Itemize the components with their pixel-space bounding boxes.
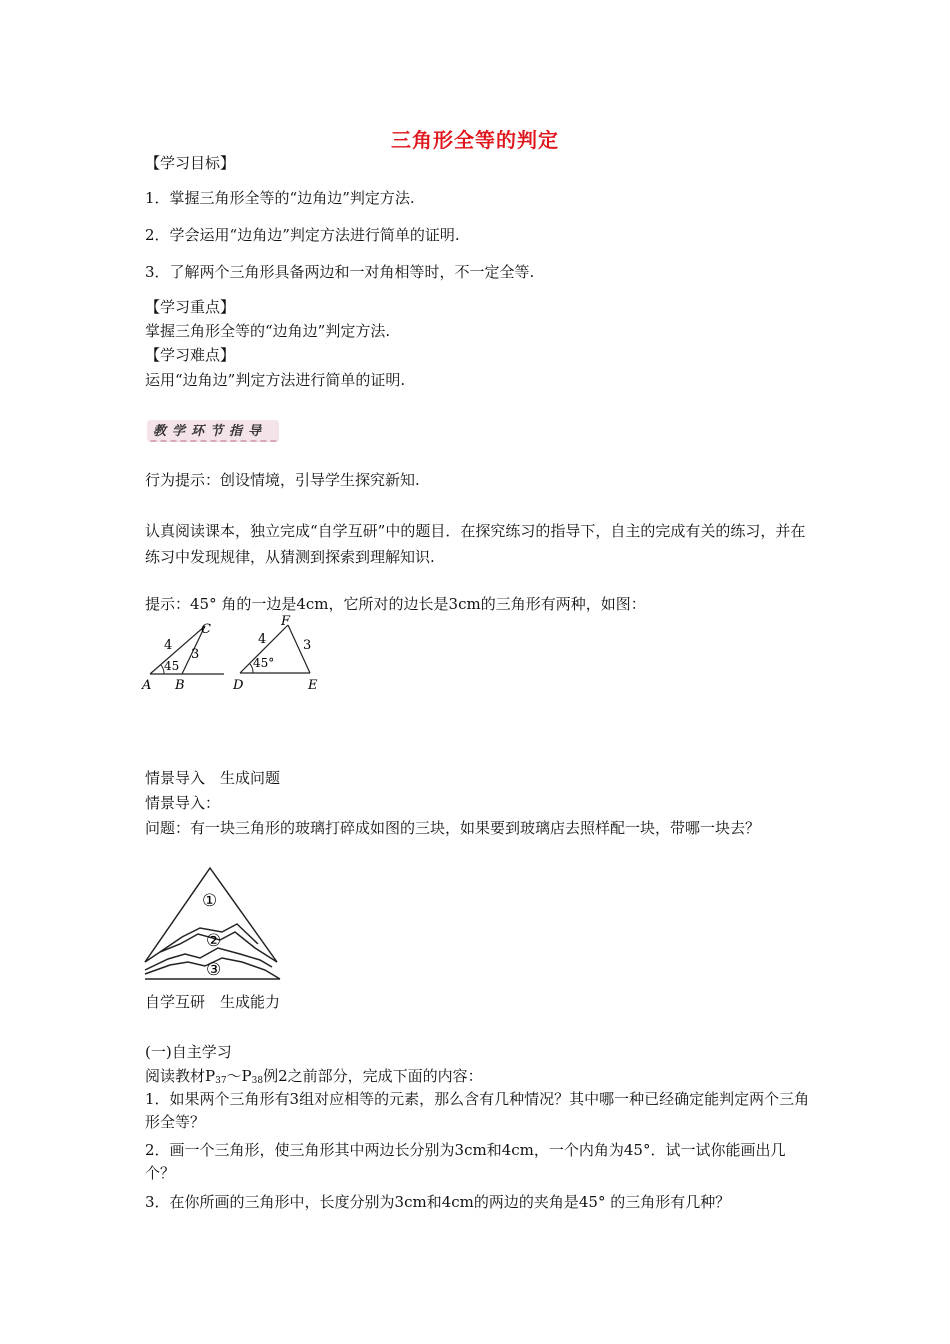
- section-title-self-study: 自学互研 生成能力: [145, 993, 281, 1011]
- question-item-1: 1．如果两个三角形有3组对应相等的元素，那么含有几种情况？其中哪一种已经确定能判定两个三角形全等？: [145, 1090, 810, 1131]
- label-a: A: [142, 678, 152, 693]
- angle-label-right: 45°: [253, 656, 275, 670]
- reading-task-page-end: 38: [251, 1076, 264, 1086]
- tip-text: 提示：45° 角的一边是4cm，它所对的边长是3cm的三角形有两种，如图：: [145, 595, 646, 613]
- section-title-scenario: 情景导入 生成问题: [145, 769, 281, 787]
- piece-1-label: ①: [202, 891, 218, 911]
- angle-label-left: 45: [164, 659, 180, 673]
- side-label-3-right: 3: [303, 638, 312, 653]
- side-label-4-left: 4: [164, 638, 173, 653]
- reading-task-page-start: 37: [215, 1076, 227, 1086]
- key-header: 【学习重点】: [145, 298, 236, 316]
- piece-2-label: ②: [206, 931, 222, 951]
- label-b: B: [175, 678, 185, 693]
- difficulty-text: 运用“边角边”判定方法进行简单的证明.: [145, 371, 406, 389]
- difficulty-header: 【学习难点】: [145, 346, 236, 364]
- question-item-3: 3．在你所画的三角形中，长度分别为3cm和4cm的两边的夹角是45° 的三角形有几种？: [145, 1193, 731, 1211]
- reading-task-mid: ～P: [226, 1067, 252, 1085]
- goals-header: 【学习目标】: [145, 154, 236, 172]
- reading-task-suffix: 例2之前部分，完成下面的内容：: [263, 1067, 483, 1085]
- key-text: 掌握三角形全等的“边角边”判定方法.: [145, 322, 391, 340]
- label-e: E: [308, 678, 318, 693]
- goal-item-2: 2．学会运用“边角边”判定方法进行简单的证明.: [145, 226, 460, 244]
- question-text: 问题：有一块三角形的玻璃打碎成如图的三块，如果要到玻璃店去照样配一块，带哪一块去？: [145, 819, 761, 837]
- label-d: D: [233, 678, 244, 693]
- goal-item-3: 3．了解两个三角形具备两边和一对角相等时，不一定全等.: [145, 263, 535, 281]
- reading-task-prefix: 阅读教材P: [145, 1067, 216, 1085]
- side-label-3-left: 3: [191, 647, 200, 662]
- side-label-4-right: 4: [258, 632, 267, 647]
- banner-label: 教学环节指导: [153, 424, 268, 439]
- reading-instruction: 认真阅读课本，独立完成“自学互研”中的题目．在探究练习的指导下，自主的完成有关的练习，并在练习中发现规律，从猜测到探索到理解知识.: [145, 522, 806, 566]
- goal-item-1: 1．掌握三角形全等的“边角边”判定方法.: [145, 189, 415, 207]
- page-title: 三角形全等的判定: [391, 128, 559, 152]
- self-study-title: (一)自主学习: [145, 1043, 232, 1061]
- label-c: C: [201, 622, 211, 637]
- behavior-hint: 行为提示：创设情境，引导学生探究新知.: [145, 471, 420, 489]
- broken-glass-figure: [140, 862, 285, 982]
- piece-3-label: ③: [206, 960, 222, 980]
- two-triangles-figure: [140, 615, 330, 695]
- question-item-2: 2．画一个三角形，使三角形其中两边长分别为3cm和4cm，一个内角为45°．试一试你能画出几个？: [145, 1141, 786, 1182]
- label-f: F: [281, 615, 291, 629]
- scenario-subtitle: 情景导入：: [145, 794, 221, 812]
- section-banner: [145, 418, 285, 444]
